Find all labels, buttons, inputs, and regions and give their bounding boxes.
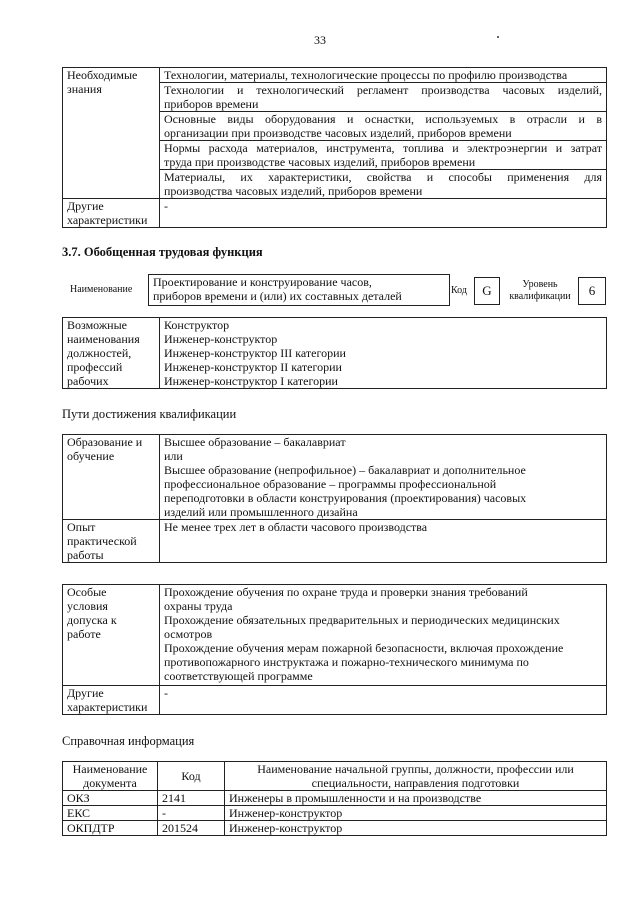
table-row <box>63 806 607 821</box>
other-label-line: Другие <box>67 199 104 213</box>
positions-label-line: профессий <box>67 360 123 374</box>
reference-name-cell: Инженер-конструктор <box>225 821 607 836</box>
positions-values-cell <box>160 318 607 389</box>
experience-label-line: практической <box>67 534 137 548</box>
special-label-line: допуска к <box>67 613 117 627</box>
knowledge-table <box>62 67 607 228</box>
conditions-other-label-cell <box>63 686 160 715</box>
positions-label-line: Возможные <box>67 318 127 332</box>
table-row <box>63 791 607 806</box>
positions-label-line: должностей, <box>67 346 132 360</box>
education-label-line: Образование и <box>67 435 143 449</box>
function-name-line: Проектирование и конструирование часов, <box>153 275 372 289</box>
other-label-line: характеристики <box>67 213 148 227</box>
education-line: Высшее образование (непрофильное) – бакалавриат и дополнительное <box>164 463 526 477</box>
reference-document-cell: ОКПДТР <box>63 821 158 836</box>
conditions-other-label-line: Другие <box>67 686 104 700</box>
special-line: противопожарного инструктажа и пожарно-технического минимума по <box>164 655 529 669</box>
education-label-line: обучение <box>67 449 115 463</box>
reference-header-line: специальности, направления подготовки <box>311 776 520 790</box>
reference-name-cell: Инженер-конструктор <box>225 806 607 821</box>
special-label-line: работе <box>67 627 101 641</box>
position-item: Инженер-конструктор I категории <box>164 374 338 388</box>
experience-label-cell <box>63 520 160 563</box>
level-label-line: квалификации <box>509 291 571 302</box>
reference-code-cell: 2141 <box>158 791 225 806</box>
experience-label-line: Опыт <box>67 520 96 534</box>
knowledge-item <box>160 141 607 170</box>
name-label: Наименование <box>70 284 133 295</box>
education-table <box>62 434 607 563</box>
code-label: Код <box>451 285 467 296</box>
education-value-cell <box>160 435 607 520</box>
knowledge-label-cell <box>63 68 160 199</box>
positions-label-line: наименования <box>67 332 140 346</box>
reference-header-line: документа <box>83 776 137 790</box>
special-line: Прохождение обучения по охране труда и проверки знания требований <box>164 585 528 599</box>
table-row <box>63 821 607 836</box>
reference-title: Справочная информация <box>62 734 195 748</box>
education-line: Высшее образование – бакалавриат <box>164 435 346 449</box>
knowledge-item-line: труда при производстве часовых изделий, приборов времени <box>164 155 476 169</box>
reference-name-cell: Инженеры в промышленности и на производстве <box>225 791 607 806</box>
knowledge-item-line: Основные виды оборудования и оснастки, используемых в отрасли и в <box>164 112 602 126</box>
knowledge-item-line: организации при производстве часовых изделий, приборов времени <box>164 126 512 140</box>
knowledge-label-line: Необходимые <box>67 68 138 82</box>
special-line: Прохождение обязательных предварительных и периодических медицинских <box>164 613 560 627</box>
special-label-line: Особые <box>67 585 107 599</box>
special-label-line: условия <box>67 599 108 613</box>
education-line: изделий или промышленного дизайна <box>164 505 358 519</box>
knowledge-item-line: производства часовых изделий, приборов времени <box>164 184 423 198</box>
knowledge-item <box>160 112 607 141</box>
special-line: осмотров <box>164 627 213 641</box>
positions-label-line: рабочих <box>67 374 109 388</box>
reference-header-line: Наименование <box>72 762 148 776</box>
reference-header-line: Наименование начальной группы, должности, профессии или <box>257 762 574 776</box>
positions-table <box>62 317 607 389</box>
education-line: профессиональное образование – программы профессиональной <box>164 477 497 491</box>
education-line: переподготовки в области конструирования (проектирования) часовых <box>164 491 527 505</box>
reference-document-cell: ОКЗ <box>63 791 158 806</box>
education-label-cell <box>63 435 160 520</box>
other-value-cell: - <box>160 199 607 228</box>
knowledge-item <box>160 83 607 112</box>
positions-label-cell <box>63 318 160 389</box>
knowledge-label-line: знания <box>67 82 102 96</box>
experience-label-line: работы <box>67 548 104 562</box>
reference-header-code: Код <box>158 762 225 791</box>
reference-code-cell: 201524 <box>158 821 225 836</box>
page-number: 33 <box>314 33 326 47</box>
position-item: Конструктор <box>164 318 230 332</box>
position-item: Инженер-конструктор III категории <box>164 346 346 360</box>
knowledge-item <box>160 170 607 199</box>
level-label <box>498 279 582 303</box>
other-label-cell <box>63 199 160 228</box>
experience-value-cell: Не менее трех лет в области часового производства <box>160 520 607 563</box>
special-value-cell <box>160 585 607 686</box>
special-line: соответствующей программе <box>164 669 313 683</box>
reference-document-cell: ЕКС <box>63 806 158 821</box>
conditions-other-value-cell: - <box>160 686 607 715</box>
level-label-line: Уровень <box>522 279 558 290</box>
reference-code-cell: - <box>158 806 225 821</box>
knowledge-item-line: Технологии, материалы, технологические процессы по профилю производства <box>164 68 568 82</box>
qualification-paths-title: Пути достижения квалификации <box>62 407 237 421</box>
position-item: Инженер-конструктор <box>164 332 278 346</box>
function-name-box <box>148 274 450 306</box>
conditions-other-label-line: характеристики <box>67 700 148 714</box>
special-label-cell <box>63 585 160 686</box>
conditions-table <box>62 584 607 715</box>
special-line: охраны труда <box>164 599 233 613</box>
position-item: Инженер-конструктор II категории <box>164 360 342 374</box>
function-name-line: приборов времени и (или) их составных деталей <box>153 289 402 303</box>
reference-header-name <box>225 762 607 791</box>
knowledge-item-line: Нормы расхода материалов, инструмента, топлива и электроэнергии и затрат <box>164 141 602 155</box>
special-line: Прохождение обучения мерам пожарной безопасности, включая прохождение <box>164 641 564 655</box>
reference-table <box>62 761 607 836</box>
section-heading: 3.7. Обобщенная трудовая функция <box>62 245 263 259</box>
reference-header-document <box>63 762 158 791</box>
education-line: или <box>164 449 183 463</box>
scan-speck <box>497 36 499 38</box>
knowledge-item-line: Технологии и технологический регламент производства часовых изделий, <box>164 83 602 97</box>
knowledge-item <box>160 68 607 83</box>
level-value-box: 6 <box>578 277 606 305</box>
knowledge-item-line: Материалы, их характеристики, свойства и способы применения для <box>164 170 602 184</box>
knowledge-item-line: приборов времени <box>164 97 259 111</box>
code-value-box: G <box>474 277 500 305</box>
